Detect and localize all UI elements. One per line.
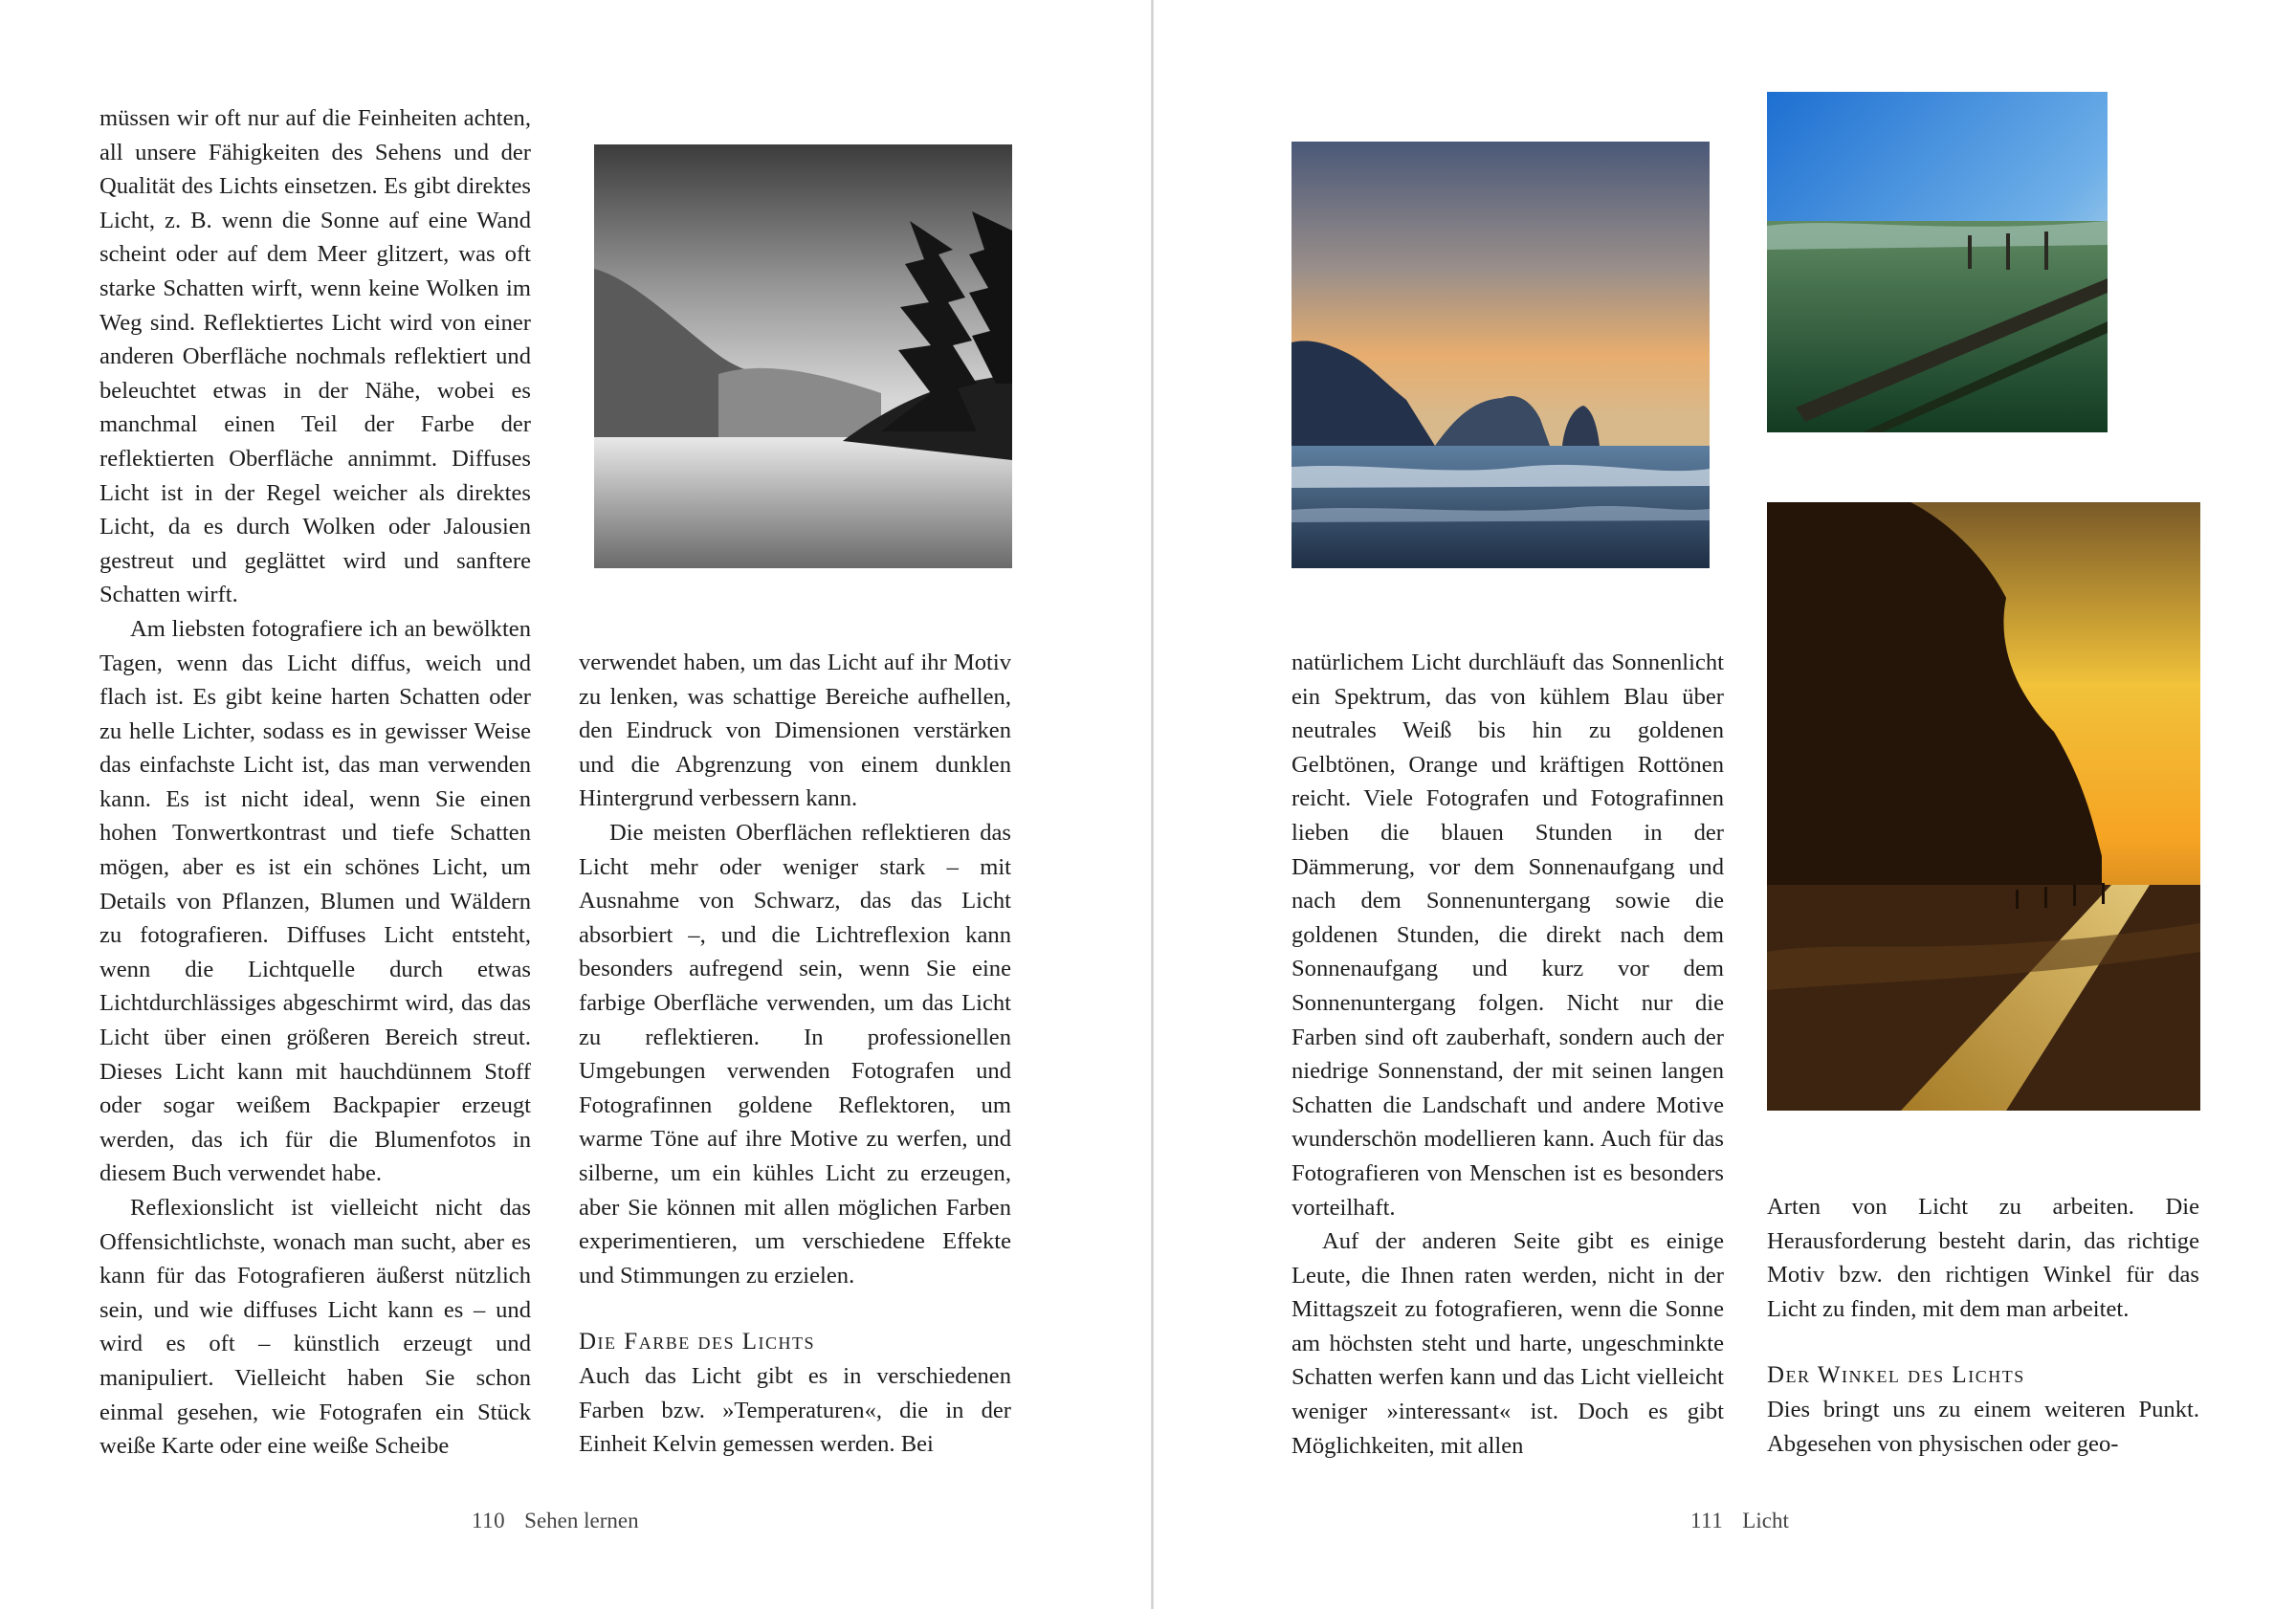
paragraph: Am liebsten fotografiere ich an bewölkten Tagen, wenn das Licht diffus, weich und flach ist. Es gibt keine harten Schatten oder zu helle Lichter, sodass es in gewisser Weise das einfachste Licht ist, das man verwenden kann. Es ist nicht ideal, wenn Sie einen hohen Tonwertkontrast und tiefe Schatten mögen, aber es ist ein schönes Licht, um Details von Pflanzen, Blumen und Wäldern zu fotografieren. Diffuses Licht entsteht, wenn die Lichtquelle durch etwas Lichtdurchlässiges abgeschirmt wird, das das Licht über einen größeren Bereich streut. Dieses Licht kann mit hauchdünnem Stoff oder sogar weißem Backpapier erzeugt werden, das ich für die Blumenfotos in diesem Buch verwendet habe. <box>99 615 531 1187</box>
right-page <box>1155 0 2296 1609</box>
paragraph: natürlichem Licht durchläuft das Sonnenlicht ein Spektrum, das von kühlem Blau über neutrales Weiß bis hin zu goldenen Gelbtönen, Orange und kräftigen Rottönen reicht. Viele Fotografen und Fotografinnen lieben die blauen Stunden in der Dämmerung, vor dem Sonnenaufgang und nach dem Sonnenuntergang sowie die goldenen Stunden, die direkt nach dem Sonnenaufgang und kurz vor dem Sonnenuntergang folgen. Nicht nur die Farben sind oft zauberhaft, sondern auch der niedrige Sonnenstand, der mit seinen langen Schatten die Landschaft und andere Motive wunderschön modellieren kann. Auch für das Fotografieren von Menschen ist es besonders vorteilhaft. <box>1292 650 1724 1221</box>
running-head: Sehen lernen <box>524 1509 639 1532</box>
coast-dusk-photo <box>1292 142 1710 568</box>
paragraph: Dies bringt uns zu einem weiteren Punkt. Abgesehen von physischen oder geo- <box>1767 1397 2199 1457</box>
paragraph: Arten von Licht zu arbeiten. Die Herausforderung besteht darin, das richtige Motiv bzw. den richtigen Winkel für das Licht zu finden, mit dem man arbeitet. <box>1767 1194 2199 1322</box>
folio-right <box>1690 1507 1789 1535</box>
paragraph: Die meisten Oberflächen reflektieren das Licht mehr oder weniger stark – mit Ausnahme von Schwarz, das das Licht absorbiert –, und die Lichtreflexion kann besonders aufregend sein, wenn Sie eine farbige Oberfläche verwenden, um das Licht zu reflektieren. In professionellen Umgebungen verwenden Fotografen und Fotografinnen goldene Reflektoren, um warme Töne auf ihre Motive zu werfen, und silberne, um ein kühles Licht zu erzeugen, aber Sie können mit allen möglichen Farben experimentieren, um verschiedene Effekte und Stimmungen zu erzielen. <box>579 819 1011 1289</box>
paragraph: Reflexionslicht ist vielleicht nicht das Offensichtlichste, wonach man sucht, aber es kann für das Fotografieren äußerst nützlich sein, und wie diffuses Licht kann es – und wird es oft – künstlich erzeugt und manipuliert. Vielleicht haben Sie schon einmal gesehen, wie Fotografen ein Stück weiße Karte oder eine weiße Scheibe <box>99 1195 531 1460</box>
section-heading: Die Farbe des Lichts <box>579 1329 815 1356</box>
page-number: 111 <box>1690 1509 1724 1532</box>
paragraph: verwendet haben, um das Licht auf ihr Motiv zu lenken, was schattige Bereiche aufhellen, den Eindruck von Dimensionen verstärken und die Abgrenzung von einem dunklen Hintergrund verbessern kann. <box>579 650 1011 812</box>
running-head: Licht <box>1742 1509 1789 1532</box>
paragraph: Auf der anderen Seite gibt es einige Leute, die Ihnen raten werden, nicht in der Mittagszeit zu fotografieren, wenn die Sonne am höchsten steht und harte, ungeschminkte Schatten werfen kann und das Licht vielleicht weniger »interessant« ist. Doch es gibt Möglichkeiten, mit allen <box>1292 1228 1724 1459</box>
book-gutter <box>1151 0 1154 1609</box>
left-page-column-2 <box>579 646 1011 1462</box>
right-page-column-1 <box>1292 646 1724 1463</box>
paragraph: Auch das Licht gibt es in verschiedenen Farben bzw. »Temperaturen«, die in der Einheit Kelvin gemessen werden. Bei <box>579 1363 1011 1458</box>
page-number: 110 <box>472 1509 506 1532</box>
folio-left <box>472 1507 639 1535</box>
golden-cliff-photo <box>1767 502 2200 1111</box>
bw-lake-photo <box>594 144 1012 568</box>
section-heading: Der Winkel des Lichts <box>1767 1362 2025 1389</box>
paragraph: müssen wir oft nur auf die Feinheiten achten, all unsere Fähigkeiten des Sehens und der Qualität des Lichts einsetzen. Es gibt direktes Licht, z. B. wenn die Sonne auf eine Wand scheint oder auf dem Meer glitzert, was oft starke Schatten wirft, wenn keine Wolken im Weg sind. Reflektiertes Licht wird von einer anderen Oberfläche nochmals reflektiert und beleuchtet etwas in der Nähe, wobei es manchmal einen Teil der Farbe der reflektierten Oberfläche annimmt. Diffuses Licht ist in der Regel weicher als direktes Licht, da es durch Wolken oder Jalousien gestreut und geglättet wird und sanftere Schatten wirft. <box>99 105 531 608</box>
right-page-column-2 <box>1767 1190 2199 1462</box>
left-page-column-1 <box>99 101 531 1464</box>
misty-field-photo <box>1767 92 2108 432</box>
